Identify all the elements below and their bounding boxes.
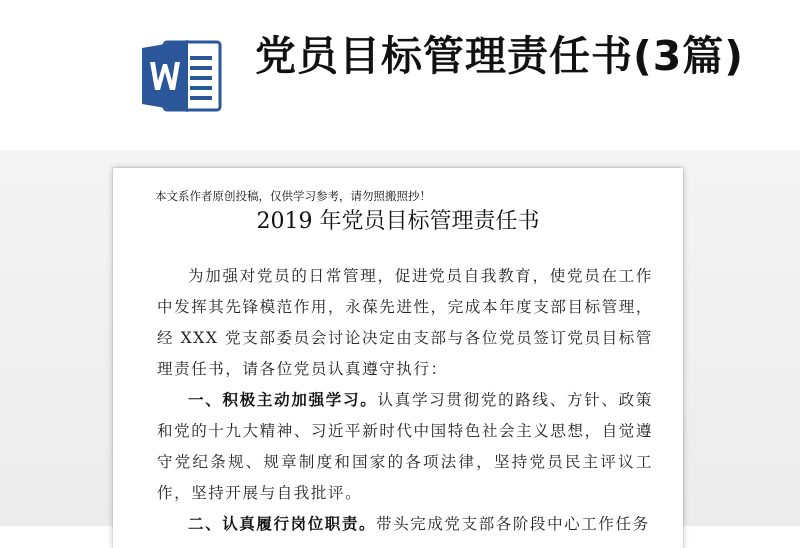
paragraph-text: 为加强对党员的日常管理，促进党员自我教育，使党员在工作中发挥其先锋模范作用，永葆先进性，完成本年度支部目标管理，经 XXX 党支部委员会讨论决定由支部与各位党员签订党员目标管理责任书，请各位党员认真遵守执行： <box>157 267 653 378</box>
document-page <box>113 168 683 548</box>
paragraph-intro <box>157 261 653 385</box>
word-document-icon <box>140 36 222 116</box>
paragraph-heading: 二、认真履行岗位职责。 <box>188 515 377 533</box>
document-body <box>157 261 653 540</box>
document-title: 党员目标管理责任书(3篇) <box>255 32 745 80</box>
preview-header <box>0 0 800 150</box>
paragraph-text: 带头完成党支部各阶段中心工作任务 <box>376 515 650 533</box>
paragraph-duty <box>157 509 653 540</box>
paragraph-heading: 一、积极主动加强学习。 <box>188 391 378 409</box>
paragraph-text: 认真学习贯彻党的路线、方针、政策和党的十九大精神、习近平新时代中国特色社会主义思想，自觉遵守党纪条规、规章制度和国家的各项法律，坚持党员民主评议工作，坚持开展与自我批评。 <box>157 391 653 502</box>
page-title: 2019 年党员目标管理责任书 <box>256 209 540 234</box>
copyright-notice: 本文系作者原创投稿，仅供学习参考，请勿照搬照抄！ <box>155 189 431 203</box>
paragraph-study <box>157 385 653 509</box>
